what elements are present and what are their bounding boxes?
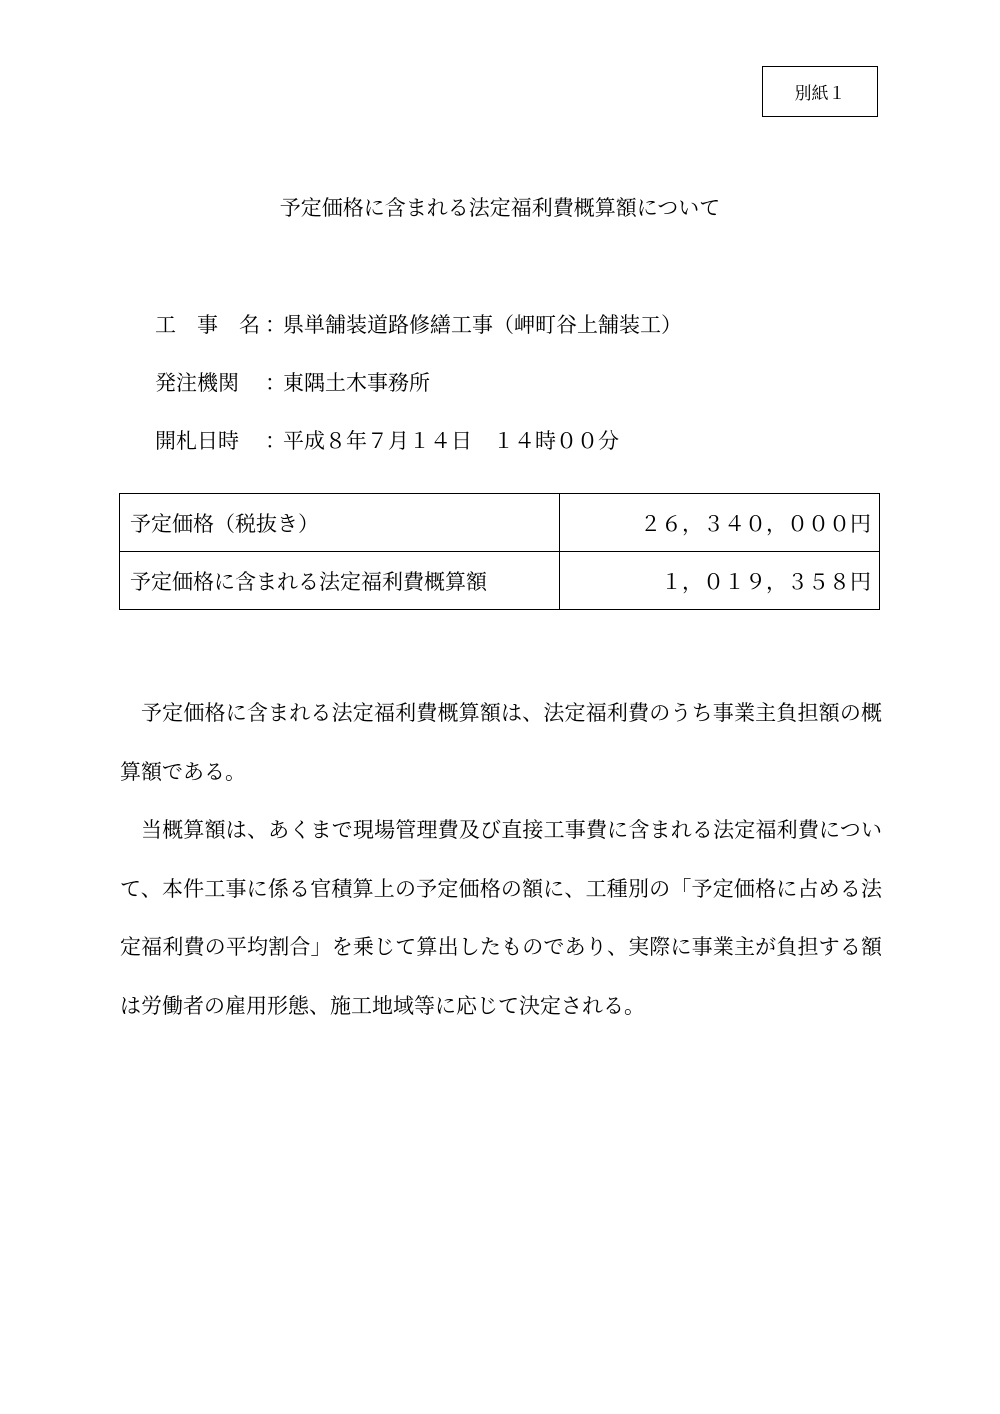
attachment-label-text: 別紙１ [794, 84, 846, 104]
info-label: 開札日時 [155, 429, 239, 453]
table-cell-item: 予定価格（税抜き） [120, 494, 560, 552]
attachment-label [762, 66, 878, 117]
paragraph: 予定価格に含まれる法定福利費概算額は、法定福利費のうち事業主負担額の概算額である。 [120, 701, 882, 784]
table-cell-amount: １，０１９，３５８円 [560, 552, 880, 610]
table-row [120, 552, 880, 610]
info-separator: ： [265, 371, 286, 395]
info-value: 県単舗装道路修繕工事（岬町谷上舗装工） [283, 313, 682, 337]
info-row-ordering-office [155, 368, 430, 398]
price-table [119, 493, 880, 610]
info-value: 東隅土木事務所 [283, 371, 430, 395]
table-row [120, 494, 880, 552]
info-label: 発注機関 [155, 371, 239, 395]
page-title: 予定価格に含まれる法定福利費概算額について [279, 196, 721, 220]
info-value: 平成８年７月１４日 １４時００分 [283, 429, 619, 453]
paragraph: 当概算額は、あくまで現場管理費及び直接工事費に含まれる法定福利費について、本件工事に係る官積算上の予定価格の額に、工種別の「予定価格に占める法定福利費の平均割合」を乗じて算出したものであり、実際に事業主が負担する額は労働者の雇用形態、施工地域等に応じて決定される。 [120, 818, 882, 1018]
table-cell-amount: ２６，３４０，０００円 [560, 494, 880, 552]
table-cell-item: 予定価格に含まれる法定福利費概算額 [120, 552, 560, 610]
info-separator: ： [265, 429, 286, 453]
info-separator: ： [265, 313, 286, 337]
info-row-bid-opening-date [155, 426, 619, 456]
body-text [120, 684, 882, 1035]
info-row-project-name [155, 310, 682, 340]
info-label: 工 事 名 [155, 313, 260, 337]
